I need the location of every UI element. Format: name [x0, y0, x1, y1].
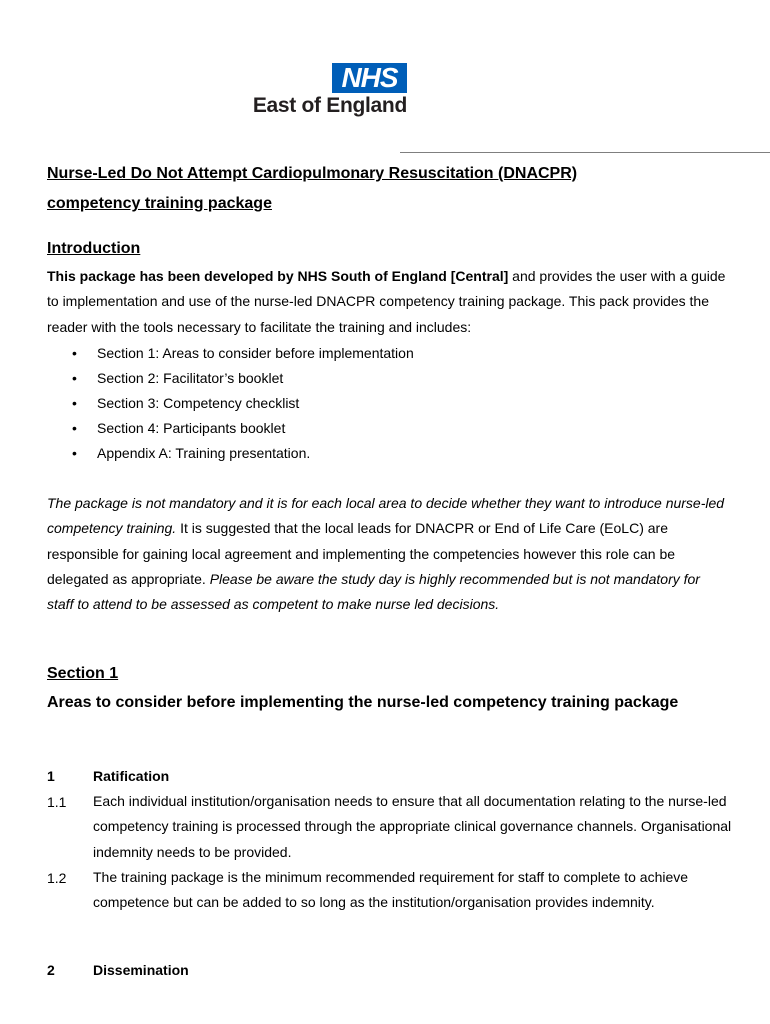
item-text: Each individual institution/organisation needs to ensure that all documentation relating to the nurse-led competency training is processed through the appropriate clinical governance channels. Organisational indemnity needs to be provided.	[93, 793, 732, 860]
item-number: 1.2	[47, 870, 67, 886]
guidance-italic-a: The package is not mandatory and it is for each local area to decide whether they want to introduce nurse-led competency training.	[47, 495, 725, 537]
nhs-region-name: East of England	[252, 94, 407, 117]
list-item: • Section 4: Participants booklet	[72, 416, 414, 441]
guidance-regular: It is suggested that the local leads for DNACPR or End of Life Care (EoLC) are responsible for gaining local agreement and implementing the competencies however this role can be delegated as appropriate.	[47, 520, 676, 587]
item-number: 1	[47, 768, 55, 784]
list-item: • Appendix A: Training presentation.	[72, 441, 414, 466]
introduction-paragraph-bold: This package has been developed by NHS South of England [Central]	[47, 268, 509, 284]
item-heading-ratification: Ratification	[93, 768, 170, 784]
document-title-line-1: Nurse-Led Do Not Attempt Cardiopulmonary Resuscitation (DNACPR)	[47, 165, 578, 182]
section-list	[72, 341, 414, 466]
guidance-paragraph	[47, 491, 727, 617]
list-item: • Section 3: Competency checklist	[72, 391, 414, 416]
item-number: 1.1	[47, 794, 67, 810]
introduction-paragraph-rest: and provides the user with a guide to implementation and use of the nurse-led DNACPR competency training package. This pack provides the reader with the tools necessary to facilitate the training and includes:	[47, 268, 726, 335]
bullet-icon: •	[72, 395, 77, 411]
introduction-paragraph	[47, 264, 737, 340]
bullet-icon: •	[72, 345, 77, 361]
list-item: • Section 1: Areas to consider before implementation	[72, 341, 414, 366]
item-number: 2	[47, 962, 55, 978]
section-1-subheading: Areas to consider before implementing the nurse-led competency training package	[47, 694, 679, 711]
guidance-italic-b: Please be aware the study day is highly recommended but is not mandatory for staff to attend to be assessed as competent to make nurse led decisions.	[47, 570, 700, 613]
item-text: The training package is the minimum recommended requirement for staff to complete to achieve competence but can be added to so long as the institution/organisation provides indemnity.	[93, 869, 689, 911]
document-title-line-2: competency training package	[47, 195, 272, 212]
header-divider	[400, 152, 770, 153]
section-1-heading: Section 1	[47, 665, 119, 682]
item-heading-dissemination: Dissemination	[93, 962, 189, 978]
list-item: • Section 2: Facilitator’s booklet	[72, 366, 414, 391]
bullet-icon: •	[72, 370, 77, 386]
bullet-icon: •	[72, 445, 77, 461]
introduction-heading: Introduction	[47, 240, 141, 257]
bullet-icon: •	[72, 420, 77, 436]
nhs-logo-badge: NHS	[332, 63, 407, 93]
